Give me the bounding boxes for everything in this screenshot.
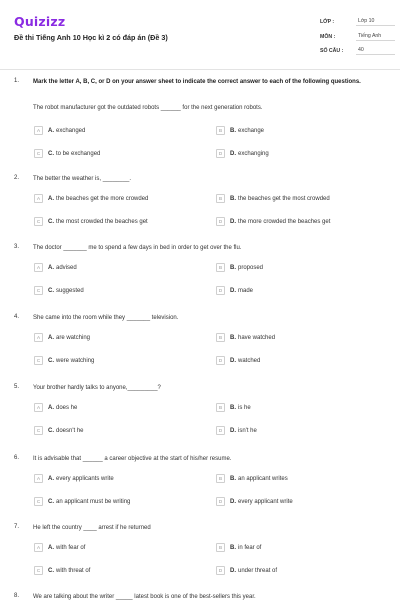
option-text: made [238, 287, 254, 294]
option-text: exchanging [238, 150, 269, 157]
question-number: 2. [14, 175, 20, 181]
option-a[interactable] [34, 262, 77, 273]
option-text: under threat of [238, 567, 278, 574]
option-box: C [34, 286, 43, 295]
option-letter: D. [230, 218, 236, 225]
option-a[interactable] [34, 402, 77, 413]
option-text: an applicant writes [238, 475, 288, 482]
option-d[interactable] [216, 148, 269, 159]
option-box: C [34, 497, 43, 506]
option-box: D [216, 149, 225, 158]
option-letter: D. [230, 498, 236, 505]
option-text: the beaches get the more crowded [56, 195, 149, 202]
option-letter: A. [48, 475, 54, 482]
option-text: every applicants write [56, 475, 114, 482]
option-d[interactable] [216, 216, 330, 227]
page-title: Đề thi Tiếng Anh 10 Học kì 2 có đáp án (Đề 3) [14, 33, 168, 42]
question-text: He left the country ____ arrest if he returned [33, 525, 151, 531]
option-box: C [34, 217, 43, 226]
option-letter: B. [230, 195, 236, 202]
option-b[interactable] [216, 332, 275, 343]
option-box: A [34, 194, 43, 203]
option-text: with threat of [56, 567, 91, 574]
option-text: is he [238, 404, 251, 411]
option-box: B [216, 126, 225, 135]
option-a[interactable] [34, 332, 90, 343]
option-a[interactable] [34, 542, 85, 553]
meta-label: LỚP : [320, 19, 335, 26]
question-text: The doctor _______ me to spend a few days in bed in order to get over the flu. [33, 245, 242, 251]
option-b[interactable] [216, 402, 251, 413]
option-b[interactable] [216, 473, 288, 484]
option-letter: B. [230, 264, 236, 271]
meta-value: 40 [356, 47, 395, 55]
option-letter: A. [48, 264, 54, 271]
option-text: the more crowded the beaches get [238, 218, 331, 225]
option-box: D [216, 356, 225, 365]
option-text: isn't he [238, 427, 257, 434]
option-letter: A. [48, 544, 54, 551]
question-number: 5. [14, 384, 20, 390]
option-text: the beaches get the most crowded [238, 195, 330, 202]
question-text: The robot manufacturer got the outdated robots ______ for the next generation robots. [33, 105, 263, 111]
option-letter: B. [230, 475, 236, 482]
instruction-text: Mark the letter A, B, C, or D on your answer sheet to indicate the correct answer to each of the following questions. [33, 79, 361, 85]
worksheet-meta [320, 15, 395, 59]
option-text: does he [56, 404, 78, 411]
option-letter: D. [230, 357, 236, 364]
option-c[interactable] [34, 496, 130, 507]
option-letter: A. [48, 195, 54, 202]
option-text: in fear of [238, 544, 262, 551]
option-box: C [34, 566, 43, 575]
option-a[interactable] [34, 193, 148, 204]
meta-value: Lớp 10 [356, 18, 395, 26]
option-box: A [34, 543, 43, 552]
question-number: 8. [14, 593, 20, 599]
option-letter: C. [48, 498, 54, 505]
option-box: C [34, 356, 43, 365]
option-letter: D. [230, 150, 236, 157]
option-letter: D. [230, 567, 236, 574]
question-number: 3. [14, 244, 20, 250]
option-c[interactable] [34, 425, 84, 436]
option-c[interactable] [34, 355, 94, 366]
option-d[interactable] [216, 285, 253, 296]
meta-row-subject [320, 30, 395, 45]
quizizz-logo: Quizizz [14, 14, 66, 29]
question-text: It is advisable that ______ a career objective at the start of his/her resume. [33, 456, 232, 462]
option-box: A [34, 263, 43, 272]
option-text: advised [56, 264, 77, 271]
option-text: proposed [238, 264, 264, 271]
option-b[interactable] [216, 262, 263, 273]
option-d[interactable] [216, 496, 293, 507]
question-number: 7. [14, 524, 20, 530]
option-letter: B. [230, 127, 236, 134]
question-number: 6. [14, 455, 20, 461]
option-box: D [216, 217, 225, 226]
question-number: 4. [14, 314, 20, 320]
question-text: The better the weather is, ________. [33, 176, 132, 182]
question-number: 1. [14, 78, 20, 84]
option-text: have watched [238, 334, 276, 341]
option-letter: D. [230, 287, 236, 294]
option-b[interactable] [216, 193, 330, 204]
option-box: B [216, 333, 225, 342]
question-text: She came into the room while they _______ television. [33, 315, 179, 321]
option-a[interactable] [34, 473, 114, 484]
option-letter: A. [48, 334, 54, 341]
meta-label: SỐ CÂU : [320, 48, 344, 55]
meta-row-question-count [320, 44, 395, 59]
option-b[interactable] [216, 125, 264, 136]
option-c[interactable] [34, 565, 90, 576]
meta-value: Tiếng Anh [356, 33, 395, 41]
option-a[interactable] [34, 125, 85, 136]
option-box: A [34, 474, 43, 483]
meta-row-grade [320, 15, 395, 30]
question-text: Your brother hardly talks to anyone,_________? [33, 385, 161, 391]
option-box: B [216, 403, 225, 412]
option-box: A [34, 403, 43, 412]
option-text: the most crowded the beaches get [56, 218, 148, 225]
worksheet-header [0, 0, 400, 70]
option-text: were watching [56, 357, 95, 364]
option-text: every applicant write [238, 498, 293, 505]
option-text: with fear of [56, 544, 86, 551]
option-text: suggested [56, 287, 84, 294]
option-letter: C. [48, 427, 54, 434]
option-c[interactable] [34, 285, 84, 296]
option-letter: B. [230, 404, 236, 411]
option-letter: B. [230, 544, 236, 551]
option-box: B [216, 543, 225, 552]
option-text: watched [238, 357, 261, 364]
option-box: D [216, 426, 225, 435]
option-letter: A. [48, 404, 54, 411]
option-letter: D. [230, 427, 236, 434]
option-box: A [34, 126, 43, 135]
question-text: We are talking about the writer _____ latest book is one of the best-sellers this year. [33, 594, 256, 600]
option-text: to be exchanged [56, 150, 101, 157]
option-b[interactable] [216, 542, 261, 553]
option-box: C [34, 426, 43, 435]
option-letter: C. [48, 567, 54, 574]
header-divider [0, 69, 400, 70]
meta-label: MÔN : [320, 33, 336, 40]
option-box: B [216, 194, 225, 203]
option-box: B [216, 263, 225, 272]
option-d[interactable] [216, 565, 277, 576]
option-letter: A. [48, 127, 54, 134]
option-box: D [216, 566, 225, 575]
option-text: are watching [56, 334, 91, 341]
option-text: exchange [238, 127, 265, 134]
option-box: A [34, 333, 43, 342]
option-box: C [34, 149, 43, 158]
option-c[interactable] [34, 148, 100, 159]
option-letter: C. [48, 287, 54, 294]
option-text: doesn't he [56, 427, 84, 434]
option-d[interactable] [216, 355, 260, 366]
option-box: D [216, 286, 225, 295]
option-d[interactable] [216, 425, 257, 436]
option-letter: B. [230, 334, 236, 341]
option-box: D [216, 497, 225, 506]
option-letter: C. [48, 357, 54, 364]
option-letter: C. [48, 218, 54, 225]
option-text: an applicant must be writing [56, 498, 131, 505]
option-letter: C. [48, 150, 54, 157]
option-text: exchanged [56, 127, 86, 134]
option-box: B [216, 474, 225, 483]
option-c[interactable] [34, 216, 148, 227]
